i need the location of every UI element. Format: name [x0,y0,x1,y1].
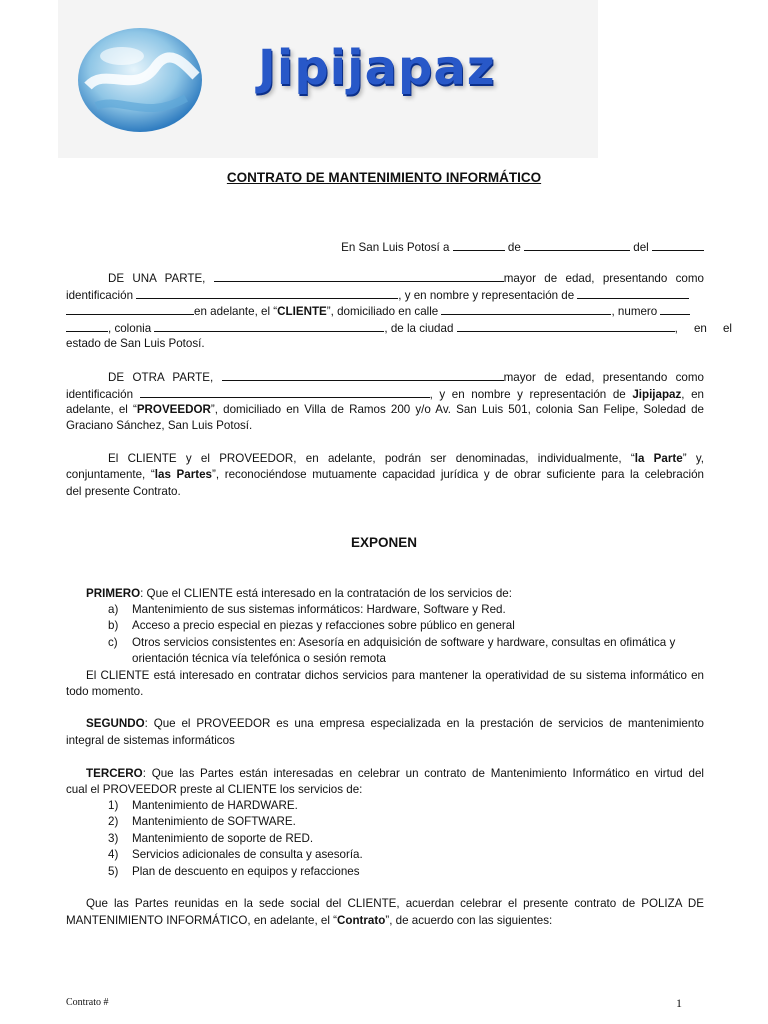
page-number: 1 [676,996,682,1010]
footer-contract-number: Contrato # [66,997,109,1008]
contract-page: Jipijapaz CONTRATO DE MANTENIMIENTO INFORMÁTICO En San Luis Potosí a de del DE UNA PARTE, mayor de edad, presentando como identificación , y en nombre y representación de en adelante, el “CLIENTE”, domiciliado en calle , numero , colonia , de la ciudad , en el estado de San Luis Potosí. DE OTRA PARTE, mayor de edad, presentando como identificación , y en nombre y representación de Jipijapaz, en adelante, el “PROVEEDOR”, domiciliado en Villa de Ramos 200 y/o Av. San Luis 501, colonia San Felipe, Soledad de Graciano Sánchez, San Luis Potosí. El CLIENTE y el PROVEEDOR, en adelante, podrán ser denominadas, individualmente, “la Parte” y, conjuntamente, “las Partes”, reconociéndose mutuamente capacidad jurídica y de obrar suficiente para la celebración del presente Contrato. EXPONEN PRIMERO: Que el CLIENTE está interesado en la contratación de los servicios de: a) Mantenimiento de sus sistemas informáticos: Hardware, Software y Red. b) Acceso a precio especial en piezas y refacciones sobre público en general c) Otros servicios consistentes en: Asesoría en adquisición de software y hardware, consultas en ofimática y orientación técnica vía telefónica o sesión remota El CLIENTE está interesado en contratar dichos servicios para mantener la operatividad de su sistema informático en todo momento. SEGUNDO: Que el PROVEEDOR es una empresa especializada en la prestación de servicios de mantenimiento integral de sistemas informáticos TERCERO: Que las Partes están interesadas en celebrar un contrato de Mantenimiento Informático en virtud del cual el PROVEEDOR preste al CLIENTE los servicios de: 1) Mantenimiento de HARDWARE. 2) Mantenimiento de SOFTWARE. 3) Mantenimiento de soporte de RED. 4) Servicios adicionales de consulta y asesoría. 5) Plan de descuento en equipos y refacciones Que las Partes reunidas en la sede social del CLIENTE, acuerdan celebrar el presente contrato de POLIZA DE MANTENIMIENTO INFORMÁTICO, en adelante, el “Contrato”, de acuerdo con las siguientes: Contrato # 1 [0,0,768,1024]
globe-logo-icon [76,26,204,134]
logo-banner [58,0,598,158]
document-title: CONTRATO DE MANTENIMIENTO INFORMÁTICO [226,170,542,185]
logo-wordmark: Jipijapaz [258,40,496,96]
section-heading-exponen: EXPONEN [350,535,418,550]
date-line: En San Luis Potosí a de del [66,239,704,257]
